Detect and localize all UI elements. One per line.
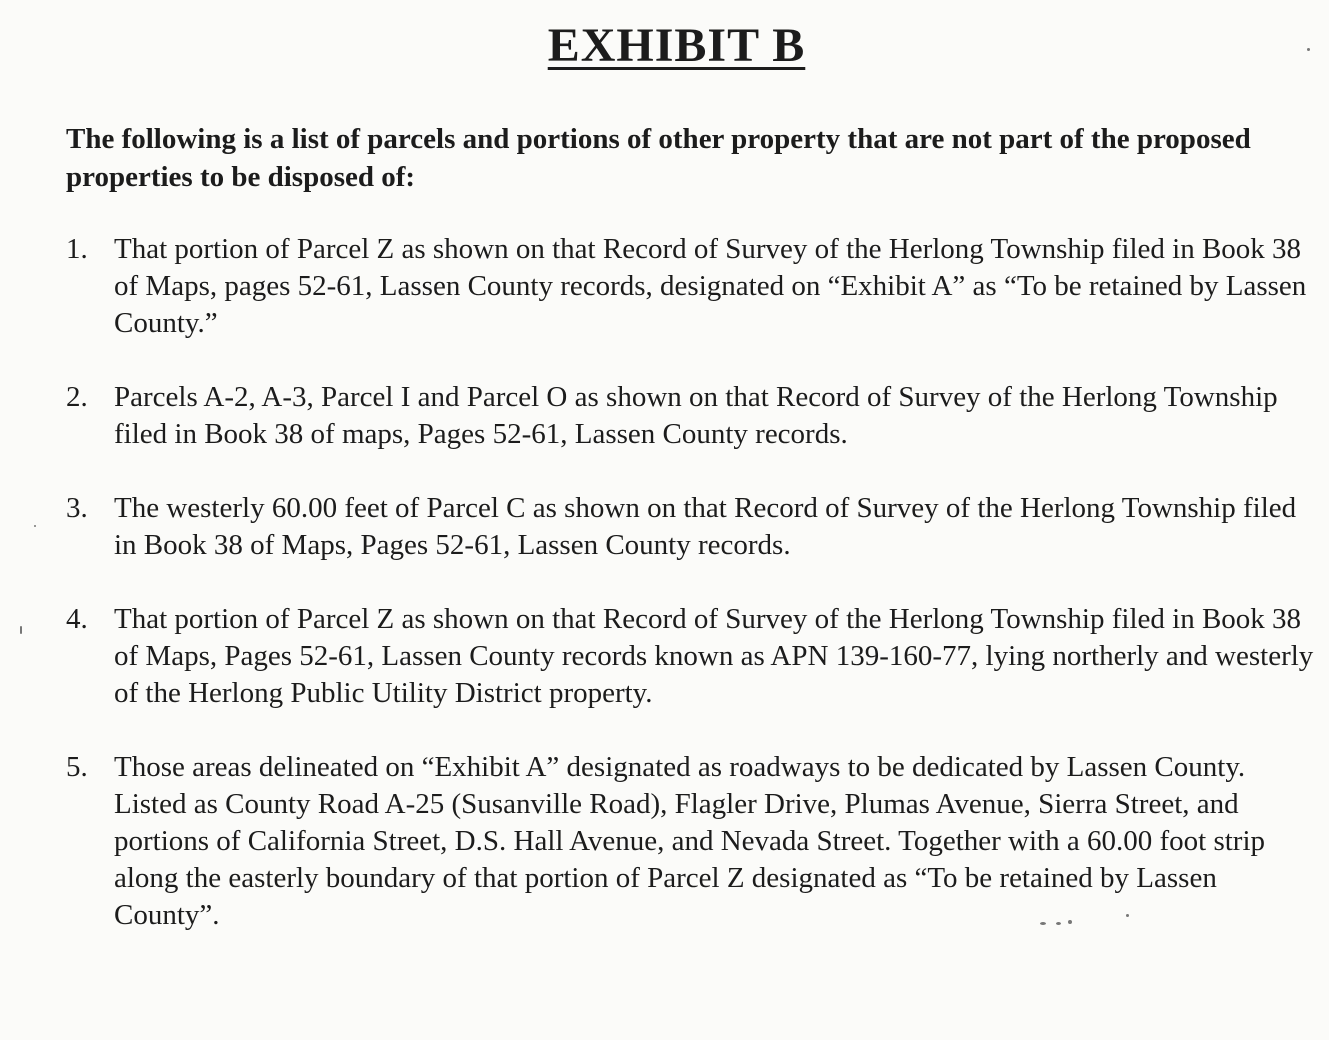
list-item-text: Parcels A-2, A-3, Parcel I and Parcel O as shown on that Record of Survey of the Herlong Township filed in Book 38 of maps, Pages 52-61, Lassen County records.	[114, 381, 1300, 450]
list-item	[66, 231, 1326, 342]
scan-speck	[1126, 914, 1129, 917]
list-item	[66, 379, 1326, 453]
scan-speck	[20, 626, 22, 634]
list-item-number: 3.	[66, 492, 88, 524]
list-item	[66, 490, 1326, 564]
scan-speck	[1307, 48, 1310, 51]
list-item	[66, 749, 1326, 934]
list-item-number: 2.	[66, 381, 88, 413]
scan-speck	[34, 525, 36, 527]
intro-paragraph: The following is a list of parcels and portions of other property that are not part of the proposed properties to be disposed of:	[66, 123, 1251, 193]
scan-speck	[1068, 920, 1072, 924]
scan-speck	[1056, 922, 1061, 925]
list-item-number: 1.	[66, 233, 88, 265]
list-item-text: That portion of Parcel Z as shown on that Record of Survey of the Herlong Township filed in Book 38 of Maps, pages 52-61, Lassen County records, designated on “Exhibit A” as “To be retained by Lassen County.”	[114, 233, 1307, 339]
document-title: EXHIBIT B	[547, 19, 806, 72]
list-item-number: 5.	[66, 751, 88, 783]
list-item	[66, 601, 1326, 712]
list-item-text: Those areas delineated on “Exhibit A” designated as roadways to be dedicated by Lassen County. Listed as County Road A-25 (Susanville Road), Flagler Drive, Plumas Avenue, Sierra Street, and portions of California Street, D.S. Hall Avenue, and Nevada Street. Together with a 60.00 foot strip along the easterly boundary of that portion of Parcel Z designated as “To be retained by Lassen County”.	[114, 751, 1266, 931]
list-item-text: The westerly 60.00 feet of Parcel C as shown on that Record of Survey of the Herlong Township filed in Book 38 of Maps, Pages 52-61, Lassen County records.	[114, 492, 1297, 561]
list-item-number: 4.	[66, 603, 88, 635]
scan-speck	[1040, 922, 1046, 925]
list-item-text: That portion of Parcel Z as shown on that Record of Survey of the Herlong Township filed in Book 38 of Maps, Pages 52-61, Lassen County records known as APN 139-160-77, lying northerly and westerly of the Herlong Public Utility District property.	[114, 603, 1314, 709]
